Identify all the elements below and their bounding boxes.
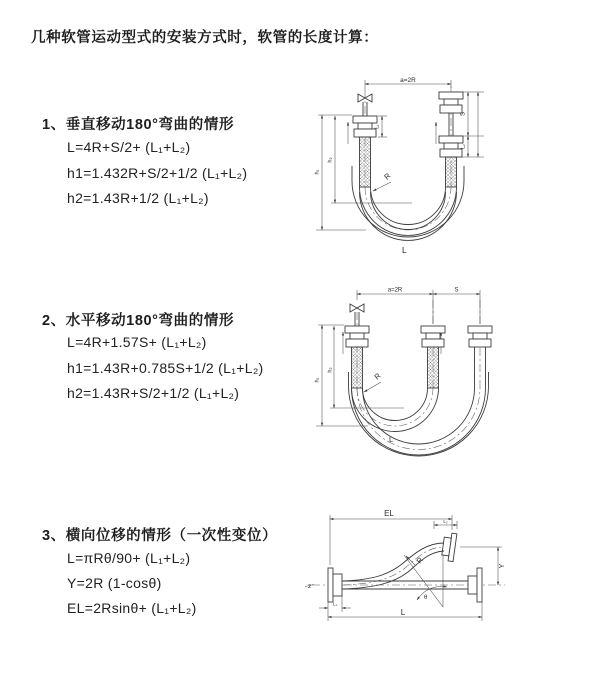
d2-pipes-and-fittings xyxy=(345,312,492,388)
d3-angle-label: θ xyxy=(424,595,428,601)
section-3-formula-Y: Y=2R (1-cosθ) xyxy=(67,575,162,591)
d3-dim-label-l2: L₂ xyxy=(443,519,448,524)
d2-dim-label-h2: h₂ xyxy=(327,367,334,373)
d2-radius-label: R xyxy=(372,371,383,382)
d3-dim-label-el: EL xyxy=(384,509,394,518)
section-2-formula-L: L=4R+1.57S+ (L₁+L₂) xyxy=(67,334,207,350)
d1-length-label: L xyxy=(402,245,407,255)
d3-dim-label-y: Y xyxy=(499,563,506,569)
d2-dim-label-a2r: a=2R xyxy=(387,287,403,294)
d3-dim-label-l1: L₁ xyxy=(332,601,338,607)
d3-dim-label-l: L xyxy=(400,608,406,617)
d1-centerlines xyxy=(365,86,451,230)
d1-dim-label-l2: L₂ xyxy=(460,144,467,149)
section-1-formula-h2: h2=1.43R+1/2 (L₁+L₂) xyxy=(67,190,209,206)
section-3-formula-EL: EL=2Rsinθ+ (L₁+L₂) xyxy=(67,600,197,616)
diagram-lateral-displacement xyxy=(300,505,600,650)
section-1-heading: 1、垂直移动180°弯曲的情形 xyxy=(42,117,235,133)
d1-radius-label: R xyxy=(382,171,393,182)
d3-radius-label: R xyxy=(414,555,425,566)
d1-dim-label-h2: h₂ xyxy=(327,157,334,163)
diagram-vertical-180-bend xyxy=(308,70,595,260)
page-title: 几种软管运动型式的安装方式时，软管的长度计算： xyxy=(31,30,379,46)
d3-hose-curve xyxy=(342,543,444,589)
d1-dim-label-l1: L₁ xyxy=(374,124,381,129)
d3-labels xyxy=(305,509,506,617)
d2-dim-label-s: S xyxy=(454,287,459,294)
d3-axis-label: z xyxy=(308,583,312,590)
d1-dim-label-s: S xyxy=(460,111,467,117)
d2-dimension-lines xyxy=(316,287,480,426)
section-3-heading: 3、横向位移的情形（一次性变位） xyxy=(42,528,278,544)
d1-dim-label-a2r: a=2R xyxy=(400,77,416,84)
d3-dimension-lines xyxy=(319,515,502,621)
d2-hose-arcs xyxy=(349,372,489,456)
section-3-formula-L: L=πRθ/90+ (L₁+L₂) xyxy=(67,550,191,566)
section-2-heading: 2、水平移动180°弯曲的情形 xyxy=(42,313,235,329)
d2-length-label: L xyxy=(389,435,394,444)
d3-flanges-and-pipe xyxy=(328,532,482,602)
section-1-formula-L: L=4R+S/2+ (L₁+L₂) xyxy=(67,139,191,155)
section-1-formula-h1: h1=1.432R+S/2+1/2 (L₁+L₂) xyxy=(67,165,248,181)
section-2-formula-h1: h1=1.43R+0.785S+1/2 (L₁+L₂) xyxy=(67,360,264,376)
d2-dim-label-h1: h₁ xyxy=(314,377,321,383)
d1-dim-label-h1: h₁ xyxy=(314,169,321,175)
diagram-horizontal-180-bend xyxy=(308,282,600,460)
d2-valve-icon xyxy=(350,304,364,312)
section-2-formula-h2: h2=1.43R+S/2+1/2 (L₁+L₂) xyxy=(67,385,240,401)
d1-pipes-and-fittings xyxy=(353,92,463,187)
